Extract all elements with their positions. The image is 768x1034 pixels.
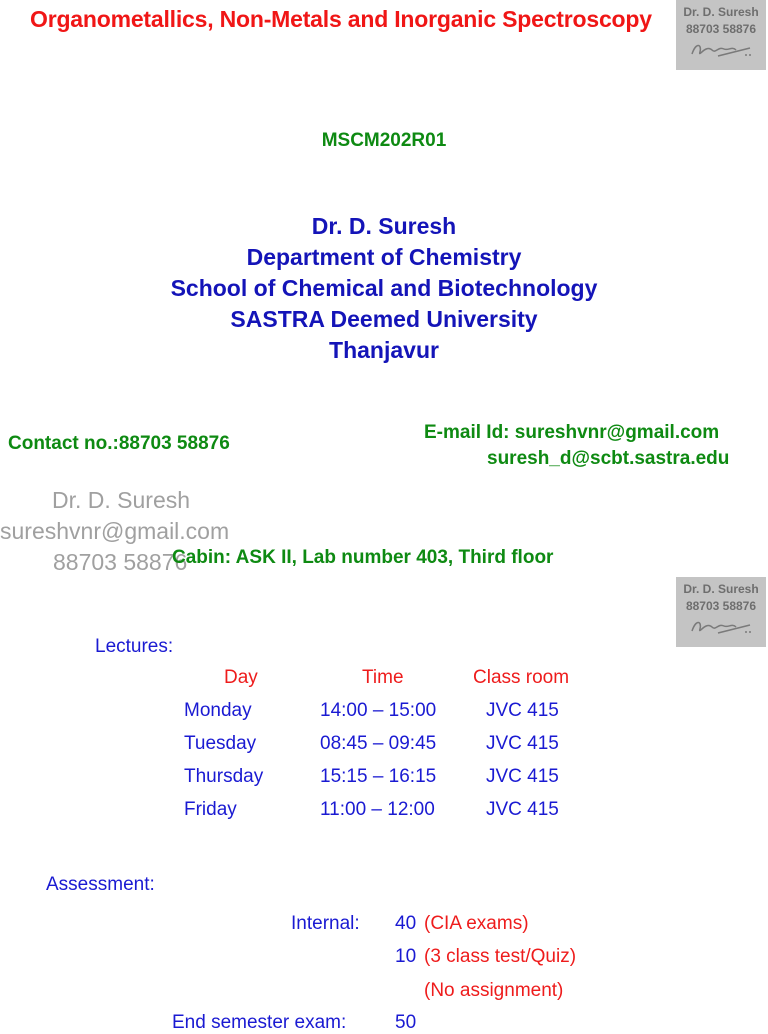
lecture-day: Friday (184, 799, 237, 820)
assessment-end-sem-label: End semester exam: (172, 1012, 347, 1033)
assessment-test-desc: (3 class test/Quiz) (424, 946, 577, 967)
lecture-room: JVC 415 (486, 766, 559, 787)
lectures-header-time: Time (362, 667, 404, 688)
author-school: School of Chemical and Biotechnology (170, 275, 598, 301)
stamp-phone: 88703 58876 (685, 22, 757, 36)
stamp-name: Dr. D. Suresh (683, 582, 759, 596)
lecture-time: 15:15 – 16:15 (320, 766, 437, 787)
signature-stamp-top (676, 0, 766, 70)
course-code: MSCM202R01 (321, 130, 447, 151)
assessment-note: (No assignment) (424, 980, 564, 1001)
contact-phone: Contact no.:88703 58876 (8, 433, 230, 454)
lectures-header-day: Day (224, 667, 258, 688)
assessment-test-value: 10 (395, 946, 417, 967)
lecture-room: JVC 415 (486, 799, 559, 820)
author-city: Thanjavur (329, 337, 439, 363)
assessment-internal-label: Internal: (291, 913, 360, 934)
contact-cabin: Cabin: ASK II, Lab number 403, Third floor (172, 547, 554, 568)
signature-stamp-mid (676, 577, 766, 647)
author-department: Department of Chemistry (246, 244, 522, 270)
watermark-name: Dr. D. Suresh (52, 487, 191, 513)
author-name: Dr. D. Suresh (311, 213, 457, 239)
contact-email-2: suresh_d@scbt.sastra.edu (487, 448, 730, 469)
lecture-day: Monday (184, 700, 252, 721)
lecture-day: Thursday (184, 766, 264, 787)
assessment-label: Assessment: (46, 874, 155, 895)
assessment-cia-value: 40 (395, 913, 417, 934)
assessment-end-sem-value: 50 (395, 1012, 417, 1033)
author-university: SASTRA Deemed University (230, 306, 538, 332)
lectures-label: Lectures: (95, 636, 174, 657)
watermark-email: sureshvnr@gmail.com (0, 518, 230, 544)
lecture-day: Tuesday (184, 733, 257, 754)
stamp-name: Dr. D. Suresh (683, 5, 759, 19)
signature-icon (688, 617, 754, 637)
stamp-phone: 88703 58876 (685, 599, 757, 613)
lecture-room: JVC 415 (486, 700, 559, 721)
page-title: Organometallics, Non-Metals and Inorganic Spectroscopy (30, 6, 652, 32)
lecture-room: JVC 415 (486, 733, 559, 754)
assessment-cia-desc: (CIA exams) (424, 913, 529, 934)
contact-email-1: E-mail Id: sureshvnr@gmail.com (424, 422, 720, 443)
lecture-time: 08:45 – 09:45 (320, 733, 437, 754)
watermark-phone: 88703 58876 (53, 549, 188, 575)
lectures-header-room: Class room (473, 667, 570, 688)
lecture-time: 11:00 – 12:00 (320, 799, 435, 820)
lecture-time: 14:00 – 15:00 (320, 700, 437, 721)
signature-icon (688, 40, 754, 60)
